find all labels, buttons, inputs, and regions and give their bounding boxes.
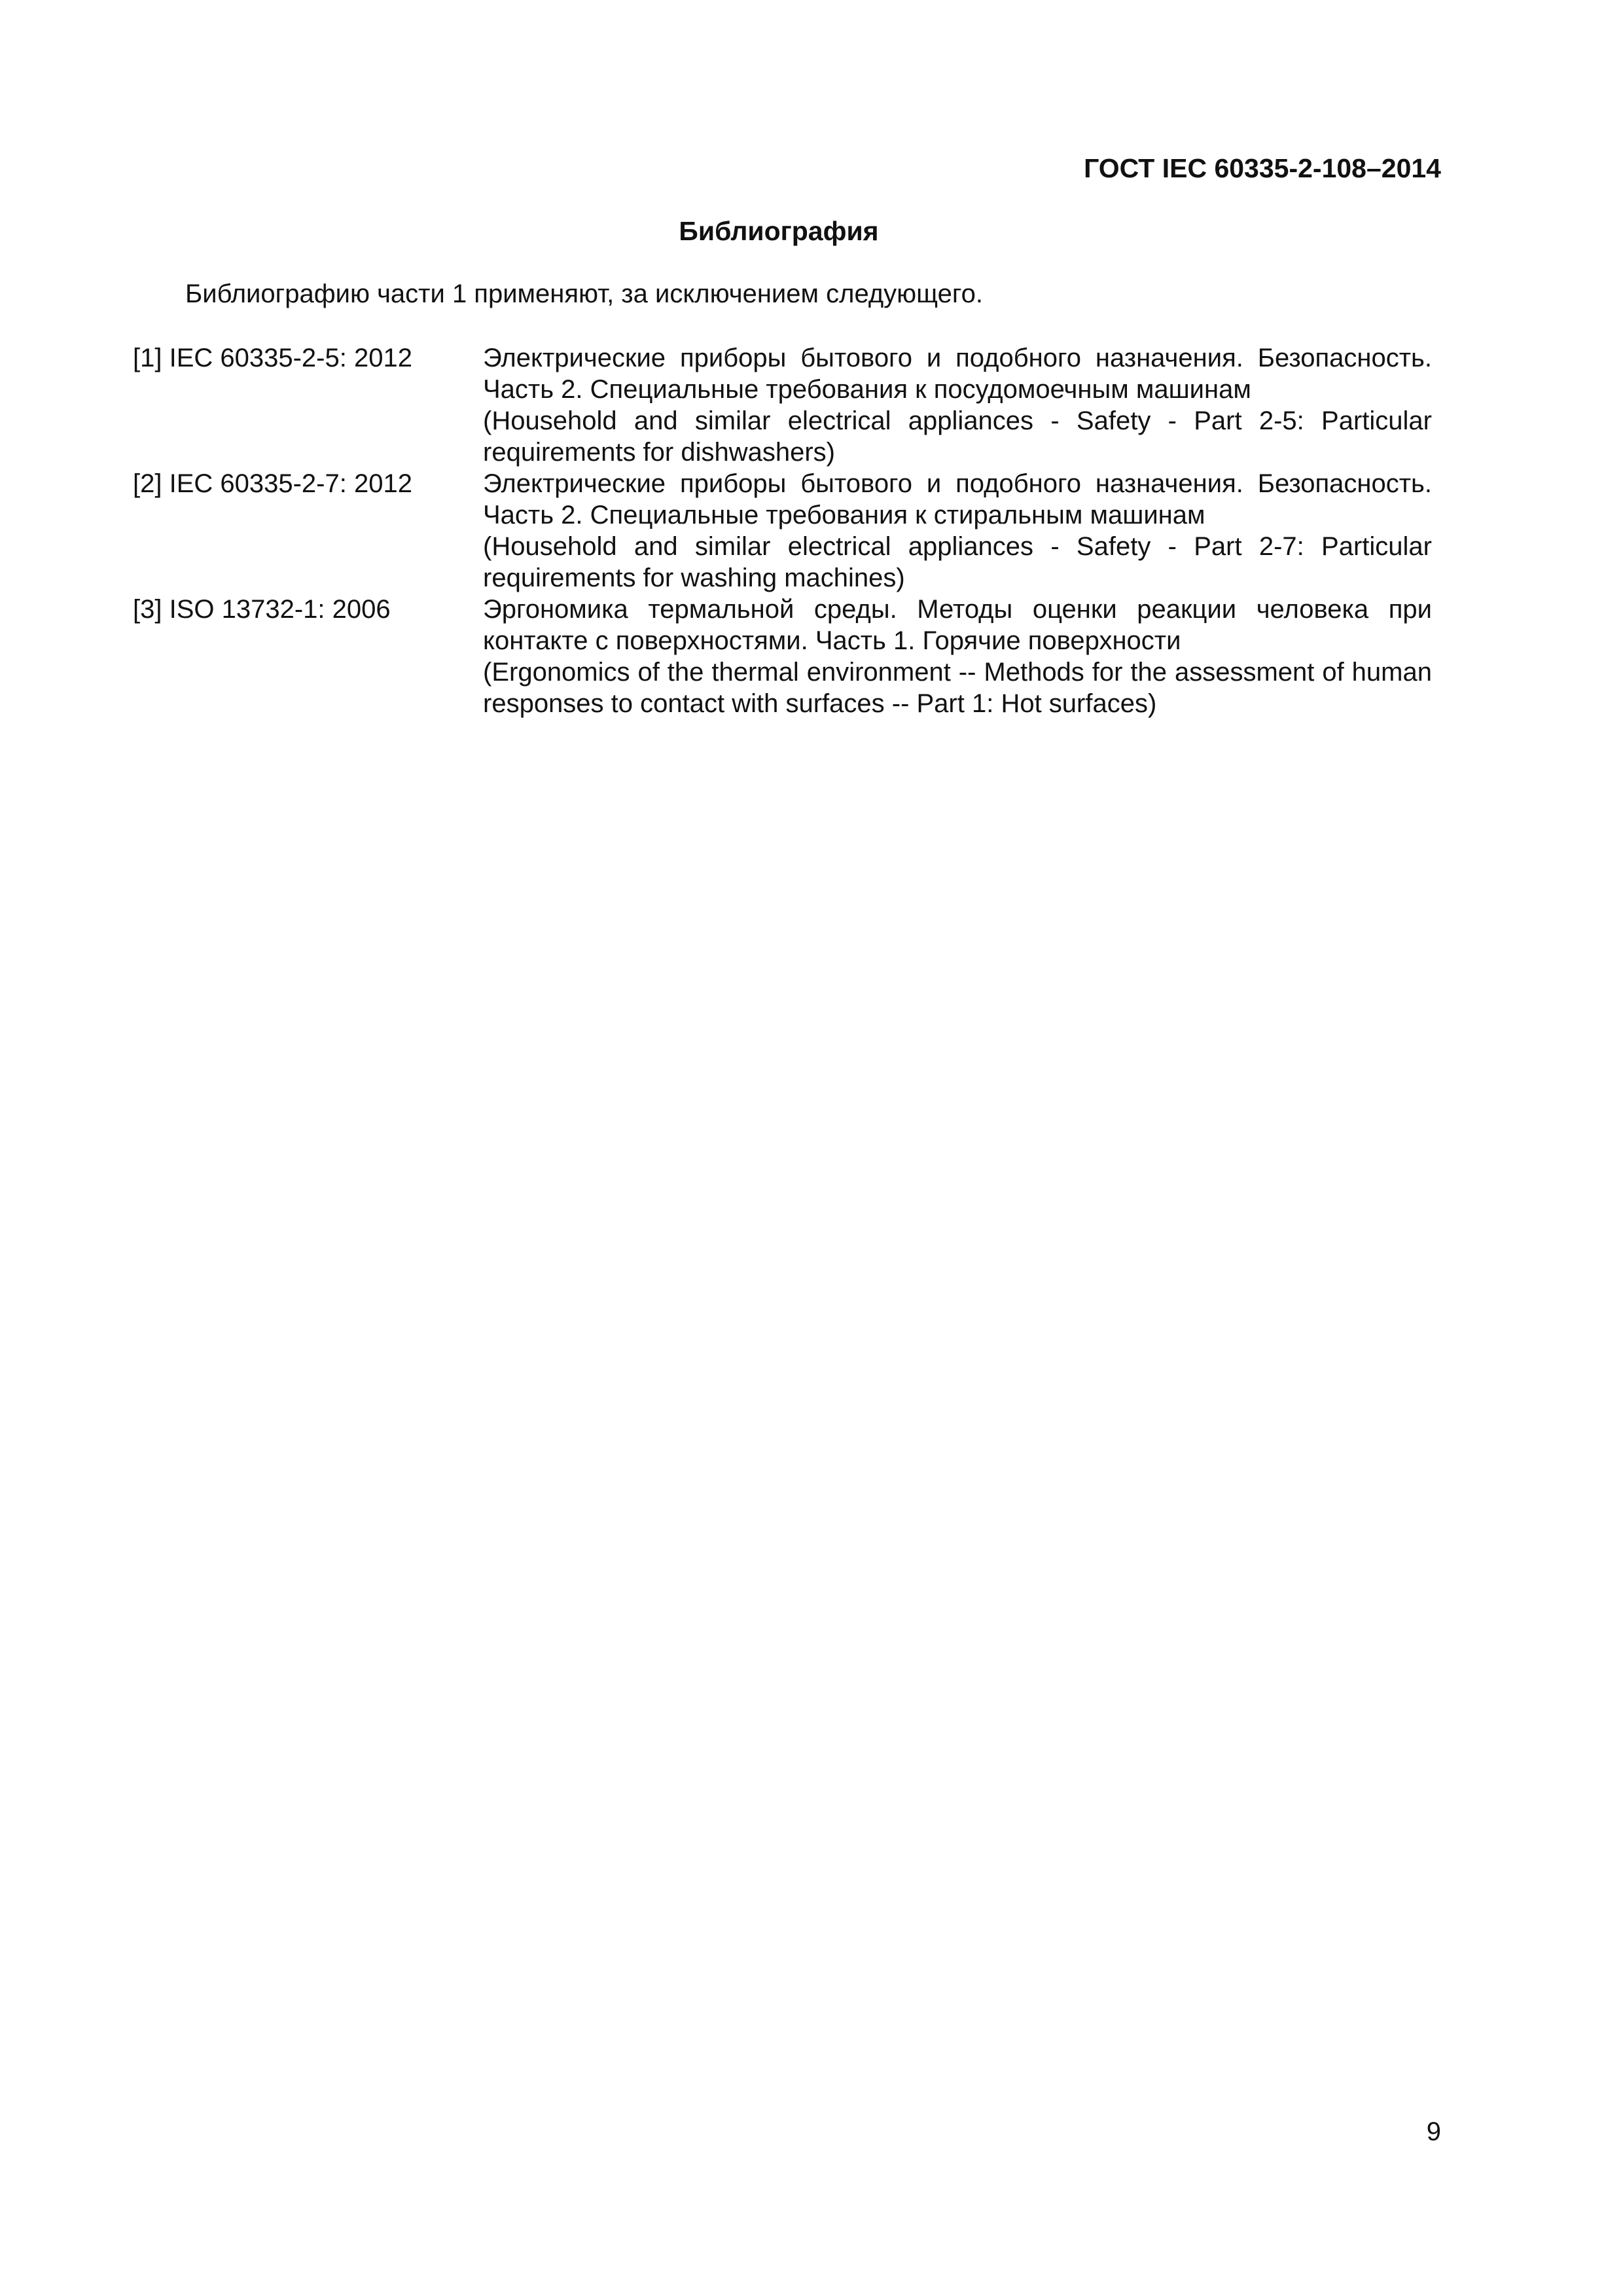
reference-title-en: (Household and similar electrical appliances - Safety - Part 2-7: Particular requirements for washing machines) <box>483 532 1432 592</box>
page-number: 9 <box>1426 2117 1441 2146</box>
intro-paragraph: Библиографию части 1 применяют, за исключением следующего. <box>185 279 983 308</box>
bibliography-entry <box>133 468 1432 594</box>
bibliography-list <box>133 342 1432 719</box>
bibliography-entry <box>133 342 1432 468</box>
reference-title-en: (Ergonomics of the thermal environment -- Methods for the assessment of human responses to contact with surfaces -- Part 1: Hot surfaces) <box>483 658 1432 718</box>
reference-title-ru: Эргономика термальной среды. Методы оценки реакции человека при контакте с поверхностями. Часть 1. Горячие поверхности <box>483 595 1432 655</box>
reference-code: [2] IEC 60335-2-7: 2012 <box>133 469 412 498</box>
reference-description <box>483 342 1432 468</box>
reference-title-ru: Электрические приборы бытового и подобного назначения. Безопасность. Часть 2. Специальные требования к посудомоечным машинам <box>483 344 1432 404</box>
reference-description <box>483 468 1432 594</box>
reference-code: [1] IEC 60335-2-5: 2012 <box>133 344 412 372</box>
document-code: ГОСТ IEC 60335-2-108–2014 <box>1084 153 1441 183</box>
reference-title-ru: Электрические приборы бытового и подобного назначения. Безопасность. Часть 2. Специальные требования к стиральным машинам <box>483 469 1432 529</box>
bibliography-entry <box>133 594 1432 719</box>
reference-description <box>483 594 1432 719</box>
reference-code: [3] ISO 13732-1: 2006 <box>133 595 391 624</box>
section-heading: Библиография <box>679 216 879 246</box>
reference-title-en: (Household and similar electrical appliances - Safety - Part 2-5: Particular requirements for dishwashers) <box>483 406 1432 467</box>
